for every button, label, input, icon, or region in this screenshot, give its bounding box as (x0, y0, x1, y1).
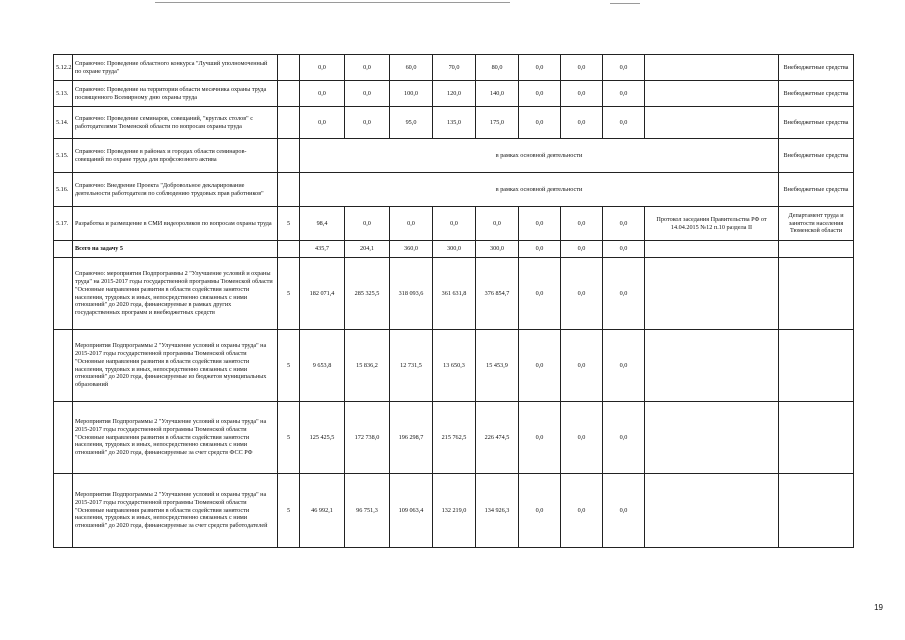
row-description: Мероприятия Подпрограммы 2 "Улучшение условий и охраны труда" на 2015-2017 годы государственной программы Тюменской области "Основные направления развития в области содействия занятости населения, трудовых и иных, непосредственно связанных с ними отношений" до 2020 года, финансируемые из бюджетов муниципальных образований (73, 330, 278, 402)
value-cell-7: 0,0 (561, 81, 603, 107)
total-row (54, 241, 854, 258)
value-cell-4: 0,0 (433, 207, 476, 241)
value-cell-4: 13 650,3 (433, 330, 476, 402)
task-number-cell (278, 81, 300, 107)
value-cell-8: 0,0 (603, 241, 645, 258)
value-cell-8: 0,0 (603, 55, 645, 81)
value-cell-6: 0,0 (519, 402, 561, 474)
funding-source-cell: Внебюджетные средства (779, 173, 854, 207)
table-row (54, 139, 854, 173)
value-cell-6: 0,0 (519, 107, 561, 139)
value-cell-8: 0,0 (603, 402, 645, 474)
activity-note: в рамках основной деятельности (300, 173, 779, 207)
task-number-cell (278, 173, 300, 207)
total-label: Всего на задачу 5 (73, 241, 278, 258)
row-description: Мероприятия Подпрограммы 2 "Улучшение условий и охраны труда" на 2015-2017 годы государственной программы Тюменской области "Основные направления развития в области содействия занятости населения, трудовых и иных, непосредственно связанных с ними отношений" до 2020 года, финансируемые за счет средств ФСС РФ (73, 402, 278, 474)
row-number (54, 258, 73, 330)
row-number (54, 330, 73, 402)
value-cell-5: 226 474,5 (476, 402, 519, 474)
value-cell-2: 0,0 (345, 107, 390, 139)
document-cell (645, 258, 779, 330)
task-number-cell: 5 (278, 402, 300, 474)
value-cell-1: 0,0 (300, 81, 345, 107)
value-cell-6: 0,0 (519, 81, 561, 107)
row-number (54, 241, 73, 258)
scan-artifact-line (155, 2, 510, 3)
document-cell (645, 81, 779, 107)
table-row (54, 81, 854, 107)
value-cell-5: 134 926,3 (476, 474, 519, 548)
row-number: 5.12.2. (54, 55, 73, 81)
value-cell-2: 285 325,5 (345, 258, 390, 330)
value-cell-8: 0,0 (603, 258, 645, 330)
value-cell-7: 0,0 (561, 402, 603, 474)
funding-source-cell: Внебюджетные средства (779, 81, 854, 107)
value-cell-5: 140,0 (476, 81, 519, 107)
table-row (54, 402, 854, 474)
row-number: 5.15. (54, 139, 73, 173)
value-cell-7: 0,0 (561, 55, 603, 81)
value-cell-8: 0,0 (603, 474, 645, 548)
row-number (54, 474, 73, 548)
funding-source-cell (779, 258, 854, 330)
value-cell-4: 132 219,0 (433, 474, 476, 548)
table-row (54, 474, 854, 548)
funding-source-cell: Внебюджетные средства (779, 107, 854, 139)
value-cell-1: 125 425,5 (300, 402, 345, 474)
table-row (54, 330, 854, 402)
document-cell (645, 107, 779, 139)
row-number: 5.16. (54, 173, 73, 207)
value-cell-7: 0,0 (561, 330, 603, 402)
value-cell-4: 120,0 (433, 81, 476, 107)
value-cell-4: 300,0 (433, 241, 476, 258)
row-description: Справочно: Проведение семинаров, совещаний, "круглых столов" с работодателями Тюменской области по вопросам охраны труда (73, 107, 278, 139)
task-number-cell (278, 107, 300, 139)
document-cell (645, 241, 779, 258)
value-cell-4: 215 762,5 (433, 402, 476, 474)
value-cell-5: 15 453,9 (476, 330, 519, 402)
task-number-cell (278, 241, 300, 258)
value-cell-1: 0,0 (300, 107, 345, 139)
table-row (54, 55, 854, 81)
value-cell-5: 376 854,7 (476, 258, 519, 330)
row-description: Справочно: Проведение в районах и городах области семинаров-совещаний по охране труда для профсоюзного актива (73, 139, 278, 173)
table-row (54, 107, 854, 139)
scan-artifact-line (610, 3, 640, 4)
value-cell-1: 98,4 (300, 207, 345, 241)
value-cell-3: 100,0 (390, 81, 433, 107)
value-cell-5: 300,0 (476, 241, 519, 258)
document-cell (645, 402, 779, 474)
value-cell-1: 435,7 (300, 241, 345, 258)
value-cell-7: 0,0 (561, 241, 603, 258)
row-description: Разработка и размещение в СМИ видеороликов по вопросам охраны труда (73, 207, 278, 241)
document-cell (645, 55, 779, 81)
value-cell-2: 0,0 (345, 81, 390, 107)
funding-source-cell (779, 330, 854, 402)
task-number-cell (278, 55, 300, 81)
value-cell-2: 0,0 (345, 207, 390, 241)
value-cell-1: 182 071,4 (300, 258, 345, 330)
document-cell (645, 474, 779, 548)
value-cell-5: 0,0 (476, 207, 519, 241)
value-cell-7: 0,0 (561, 474, 603, 548)
value-cell-3: 318 093,6 (390, 258, 433, 330)
value-cell-7: 0,0 (561, 107, 603, 139)
row-number: 5.14. (54, 107, 73, 139)
funding-source-cell: Внебюджетные средства (779, 139, 854, 173)
value-cell-7: 0,0 (561, 207, 603, 241)
task-number-cell: 5 (278, 474, 300, 548)
value-cell-2: 96 751,3 (345, 474, 390, 548)
value-cell-3: 12 731,5 (390, 330, 433, 402)
task-number-cell: 5 (278, 207, 300, 241)
value-cell-8: 0,0 (603, 330, 645, 402)
value-cell-8: 0,0 (603, 81, 645, 107)
value-cell-3: 0,0 (390, 207, 433, 241)
row-description: Мероприятия Подпрограммы 2 "Улучшение условий и охраны труда" на 2015-2017 годы государственной программы Тюменской области "Основные направления развития в области содействия занятости населения, трудовых и иных, непосредственно связанных с ними отношений" до 2020 года, финансируемые за счет средств работодателей (73, 474, 278, 548)
value-cell-3: 360,0 (390, 241, 433, 258)
value-cell-2: 204,1 (345, 241, 390, 258)
value-cell-8: 0,0 (603, 207, 645, 241)
value-cell-3: 109 063,4 (390, 474, 433, 548)
table-row (54, 207, 854, 241)
row-description: Справочно: Проведение на территории области месячника охраны труда посвященного Всемирному дню охраны труда (73, 81, 278, 107)
value-cell-6: 0,0 (519, 241, 561, 258)
value-cell-2: 0,0 (345, 55, 390, 81)
funding-source-cell (779, 402, 854, 474)
value-cell-6: 0,0 (519, 330, 561, 402)
value-cell-5: 80,0 (476, 55, 519, 81)
value-cell-6: 0,0 (519, 258, 561, 330)
value-cell-6: 0,0 (519, 55, 561, 81)
funding-source-cell: Департамент труда и занятости населения Тюменской области (779, 207, 854, 241)
value-cell-1: 0,0 (300, 55, 345, 81)
row-number: 5.13. (54, 81, 73, 107)
table-row (54, 258, 854, 330)
page-number: 19 (874, 603, 883, 612)
value-cell-1: 9 653,8 (300, 330, 345, 402)
funding-source-cell (779, 474, 854, 548)
row-description: Справочно: Внедрение Проекта "Добровольное декларирование деятельности работодателя по соблюдению трудовых прав работников" (73, 173, 278, 207)
value-cell-4: 135,0 (433, 107, 476, 139)
value-cell-8: 0,0 (603, 107, 645, 139)
task-number-cell (278, 139, 300, 173)
value-cell-3: 95,0 (390, 107, 433, 139)
program-table (53, 54, 854, 548)
value-cell-6: 0,0 (519, 207, 561, 241)
document-cell (645, 330, 779, 402)
value-cell-1: 46 992,1 (300, 474, 345, 548)
task-number-cell: 5 (278, 330, 300, 402)
funding-source-cell (779, 241, 854, 258)
value-cell-3: 196 298,7 (390, 402, 433, 474)
value-cell-6: 0,0 (519, 474, 561, 548)
row-description: Справочно: Проведение областного конкурса "Лучший уполномоченный по охране труда" (73, 55, 278, 81)
value-cell-7: 0,0 (561, 258, 603, 330)
activity-note: в рамках основной деятельности (300, 139, 779, 173)
value-cell-5: 175,0 (476, 107, 519, 139)
value-cell-3: 60,0 (390, 55, 433, 81)
row-number (54, 402, 73, 474)
funding-source-cell: Внебюджетные средства (779, 55, 854, 81)
task-number-cell: 5 (278, 258, 300, 330)
document-cell: Протокол заседания Правительства РФ от 14.04.2015 №12 п.10 раздела II (645, 207, 779, 241)
table-row (54, 173, 854, 207)
row-description: Справочно: мероприятия Подпрограммы 2 "Улучшение условий и охраны труда" на 2015-2017 годы государственной программы Тюменской области "Основные направления развития в области содействия занятости населения, трудовых и иных, непосредственно связанных с ними отношений" до 2020 года, финансируемые в рамках других государственных программ и внебюджетных средств (73, 258, 278, 330)
value-cell-4: 361 631,8 (433, 258, 476, 330)
row-number: 5.17. (54, 207, 73, 241)
value-cell-4: 70,0 (433, 55, 476, 81)
value-cell-2: 172 738,0 (345, 402, 390, 474)
value-cell-2: 15 836,2 (345, 330, 390, 402)
